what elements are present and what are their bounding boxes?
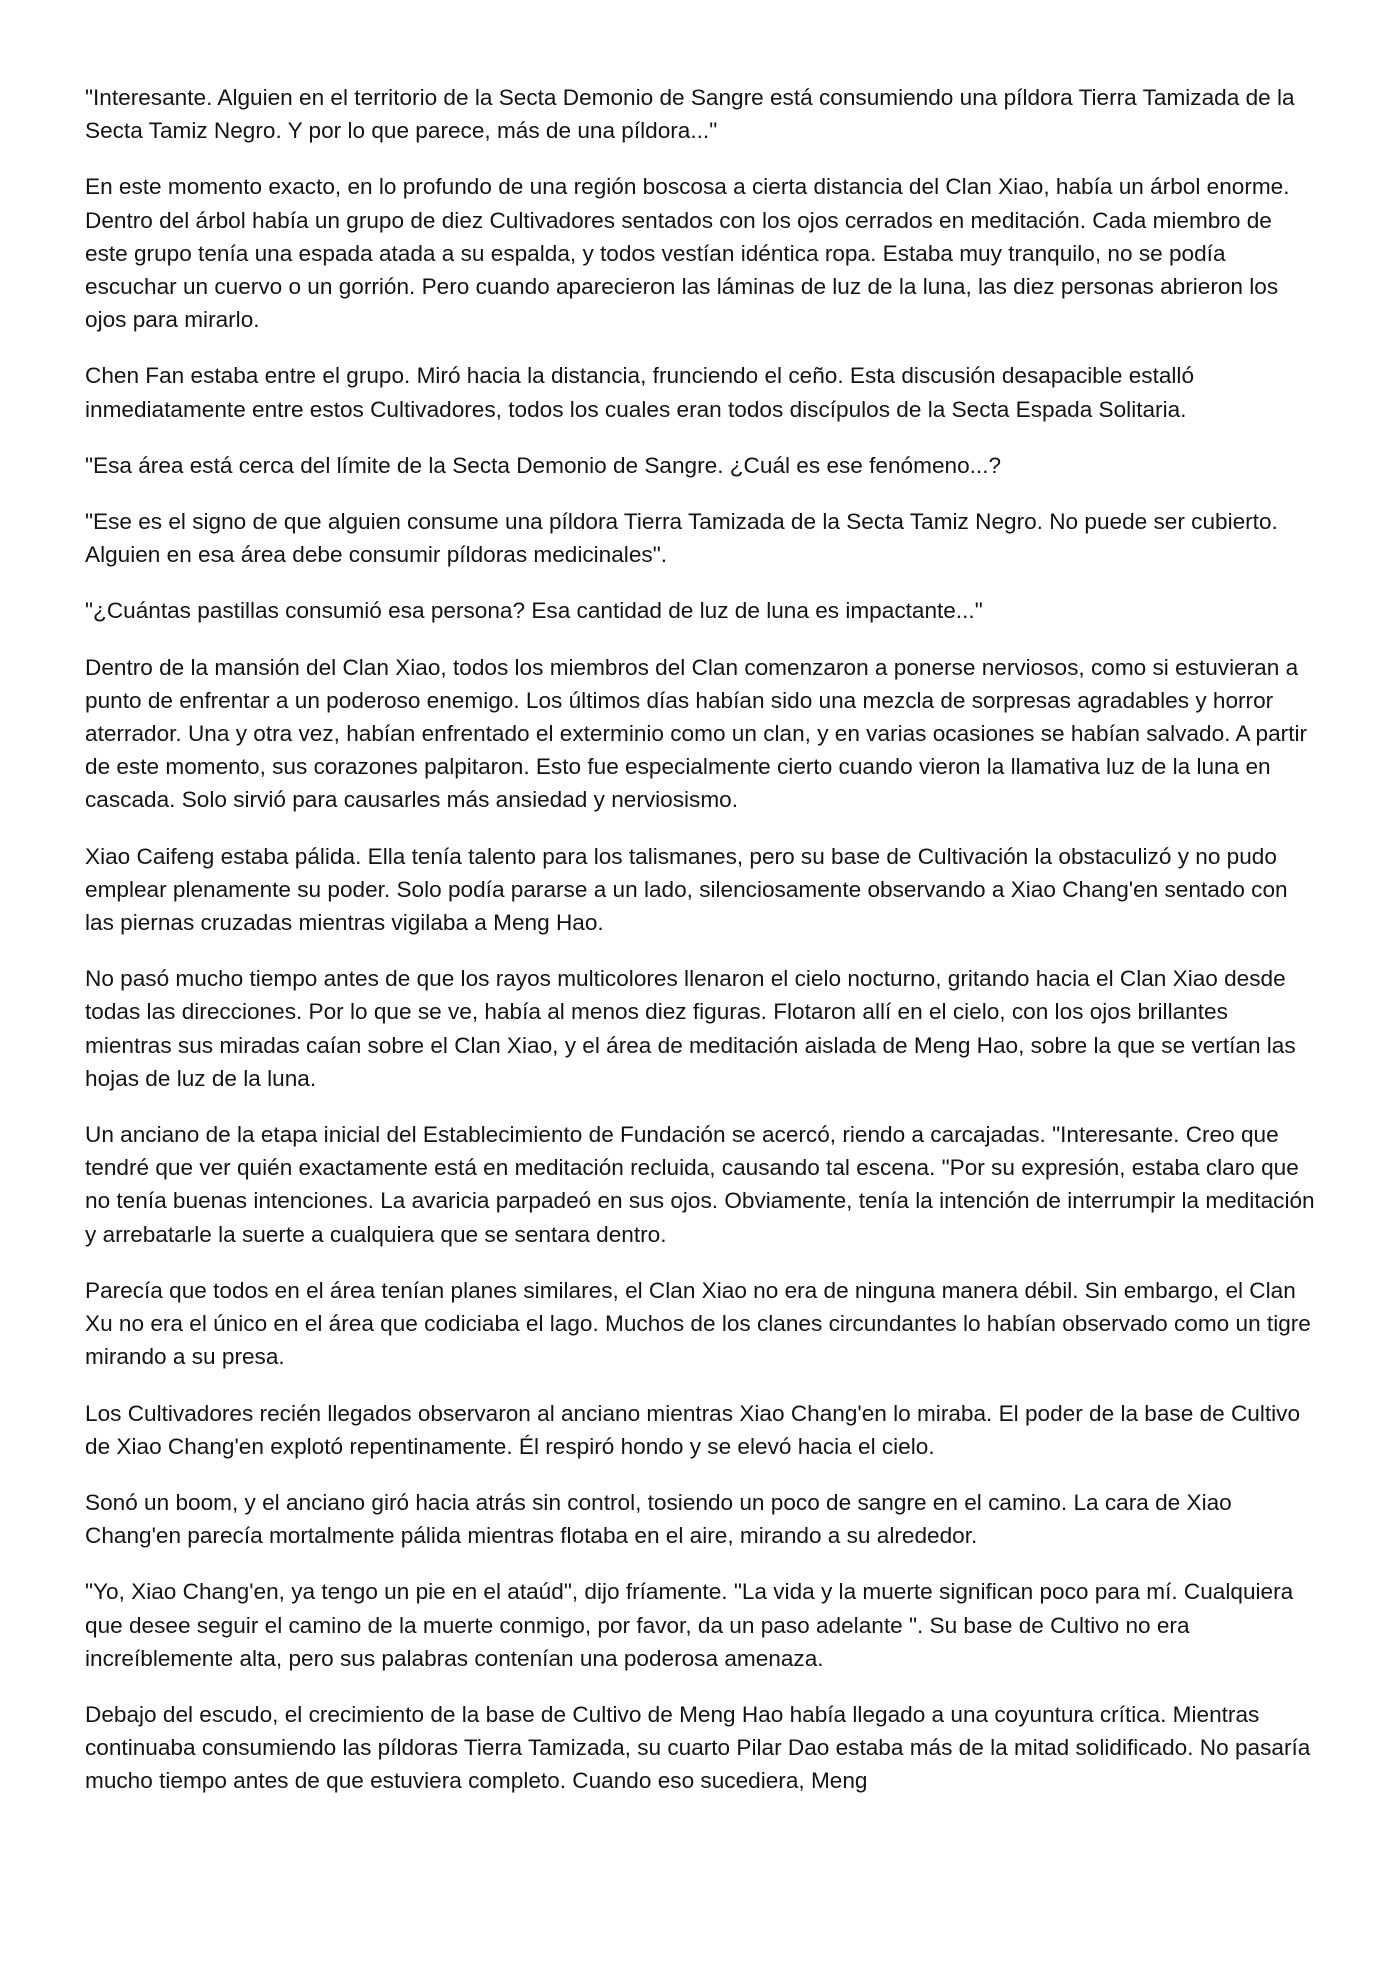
paragraph: Debajo del escudo, el crecimiento de la base de Cultivo de Meng Hao había llegado a una coyuntura crítica. Mientras continuaba consumiendo las píldoras Tierra Tamizada, su cuarto Pilar Dao estaba más de la mitad solidificado. No pasaría mucho tiempo antes de que estuviera completo. Cuando eso sucediera, Meng: [85, 1701, 1311, 1794]
paragraph: No pasó mucho tiempo antes de que los rayos multicolores llenaron el cielo nocturno, gritando hacia el Clan Xiao desde todas las direcciones. Por lo que se ve, había al menos diez figuras. Flotaron allí en el cielo, con los ojos brillantes mientras sus miradas caían sobre el Clan Xiao, y el área de meditación aislada de Meng Hao, sobre la que se vertían las hojas de luz de la luna.: [85, 966, 1296, 1091]
paragraph: "Ese es el signo de que alguien consume una píldora Tierra Tamizada de la Secta Tamiz Negro. No puede ser cubierto. Alguien en esa área debe consumir píldoras medicinales".: [85, 509, 1278, 568]
paragraph: "¿Cuántas pastillas consumió esa persona? Esa cantidad de luz de luna es impactante...": [85, 598, 983, 624]
paragraph: "Yo, Xiao Chang'en, ya tengo un pie en el ataúd", dijo fríamente. "La vida y la muerte significan poco para mí. Cualquiera que desee seguir el camino de la muerte conmigo, por favor, da un paso adelante ". Su base de Cultivo no era increíblemente alta, pero sus palabras contenían una poderosa amenaza.: [85, 1579, 1294, 1671]
paragraph: "Esa área está cerca del límite de la Secta Demonio de Sangre. ¿Cuál es ese fenómeno...?: [85, 452, 1002, 478]
document-page: [85, 81, 1315, 1821]
paragraph: En este momento exacto, en lo profundo de una región boscosa a cierta distancia del Clan Xiao, había un árbol enorme. Dentro del árbol había un grupo de diez Cultivadores sentados con los ojos cerrados en meditación. Cada miembro de este grupo tenía una espada atada a su espalda, y todos vestían idéntica ropa. Estaba muy tranquilo, no se podía escuchar un cuervo o un gorrión. Pero cuando aparecieron las láminas de luz de la luna, las diez personas abrieron los ojos para mirarlo.: [85, 174, 1290, 333]
paragraph: Chen Fan estaba entre el grupo. Miró hacia la distancia, frunciendo el ceño. Esta discusión desapacible estalló inmediatamente entre estos Cultivadores, todos los cuales eran todos discípulos de la Secta Espada Solitaria.: [85, 363, 1195, 422]
paragraph: Un anciano de la etapa inicial del Establecimiento de Fundación se acercó, riendo a carcajadas. "Interesante. Creo que tendré que ver quién exactamente está en meditación recluida, causando tal escena. "Por su expresión, estaba claro que no tenía buenas intenciones. La avaricia parpadeó en sus ojos. Obviamente, tenía la intención de interrumpir la meditación y arrebatarle la suerte a cualquiera que se sentara dentro.: [85, 1122, 1315, 1247]
paragraph: Sonó un boom, y el anciano giró hacia atrás sin control, tosiendo un poco de sangre en el camino. La cara de Xiao Chang'en parecía mortalmente pálida mientras flotaba en el aire, mirando a su alrededor.: [85, 1489, 1232, 1549]
paragraph: Xiao Caifeng estaba pálida. Ella tenía talento para los talismanes, pero su base de Cultivación la obstaculizó y no pudo emplear plenamente su poder. Solo podía pararse a un lado, silenciosamente observando a Xiao Chang'en sentado con las piernas cruzadas mientras vigilaba a Meng Hao.: [85, 843, 1288, 936]
paragraph: Los Cultivadores recién llegados observaron al anciano mientras Xiao Chang'en lo miraba. El poder de la base de Cultivo de Xiao Chang'en explotó repentinamente. Él respiró hondo y se elevó hacia el cielo.: [85, 1400, 1301, 1459]
paragraph: "Interesante. Alguien en el territorio de la Secta Demonio de Sangre está consumiendo una píldora Tierra Tamizada de la Secta Tamiz Negro. Y por lo que parece, más de una píldora...": [85, 85, 1295, 144]
paragraph: Dentro de la mansión del Clan Xiao, todos los miembros del Clan comenzaron a ponerse nerviosos, como si estuvieran a punto de enfrentar a un poderoso enemigo. Los últimos días habían sido una mezcla de sorpresas agradables y horror aterrador. Una y otra vez, habían enfrentado el exterminio como un clan, y en varias ocasiones se habían salvado. A partir de este momento, sus corazones palpitaron. Esto fue especialmente cierto cuando vieron la llamativa luz de la luna en cascada. Solo sirvió para causarles más ansiedad y nerviosismo.: [85, 654, 1308, 813]
paragraph: Parecía que todos en el área tenían planes similares, el Clan Xiao no era de ninguna manera débil. Sin embargo, el Clan Xu no era el único en el área que codiciaba el lago. Muchos de los clanes circundantes lo habían observado como un tigre mirando a su presa.: [85, 1277, 1311, 1370]
